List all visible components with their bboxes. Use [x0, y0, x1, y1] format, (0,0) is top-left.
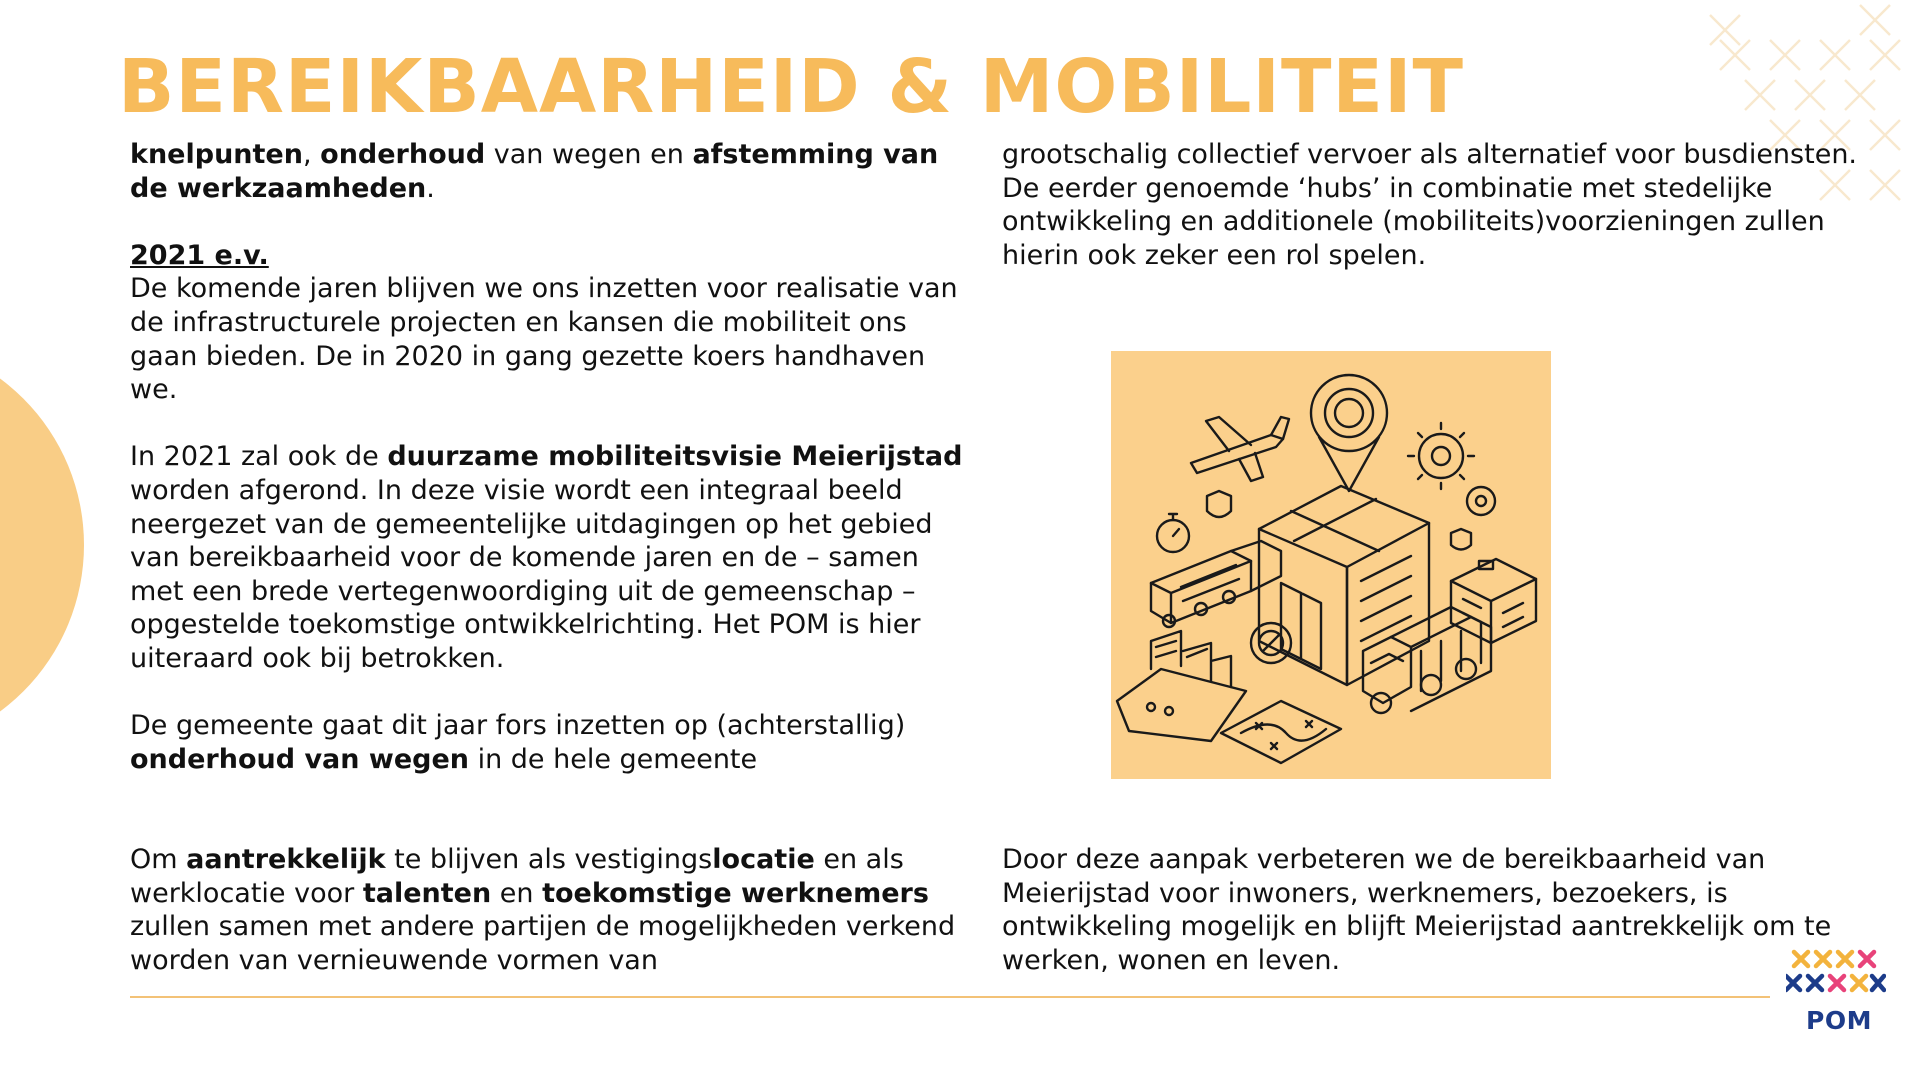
footer-divider: [130, 996, 1770, 998]
paragraph-mobiliteitsvisie: In 2021 zal ook de duurzame mobiliteitsvisie Meierijstad worden afgerond. In deze visie wordt een integraal beeld neergezet van de gemeentelijke uitdagingen op het gebied van bereikbaarheid voor de komende jaren en de – samen met een brede vertegenwoordiging uit de gemeenschap – opgestelde toekomstige ontwikkelrichting. Het POM is hier uiteraard ook bij betrokken.: [130, 441, 963, 674]
paragraph-vestigingslocatie: Om aantrekkelijk te blijven als vestigingslocatie en als werklocatie voor talenten en toekomstige werknemers zullen samen met andere partijen de mogelijkheden verkend worden van vernieuwende vormen van: [130, 844, 956, 976]
page-title: BEREIKBAARHEID & MOBILITEIT: [118, 44, 1464, 130]
decorative-half-circle: [0, 338, 84, 752]
left-column-bottom: [130, 843, 990, 977]
section-heading: 2021 e.v.: [130, 239, 269, 271]
right-column-top: [1002, 138, 1862, 272]
left-column-top: [130, 138, 970, 776]
pom-logo-mark-icon: [1786, 946, 1886, 1002]
paragraph-conclusie: Door deze aanpak verbeteren we de bereikbaarheid van Meierijstad voor inwoners, werknemers, bezoekers, is ontwikkeling mogelijk en blijft Meierijstad aantrekkelijk om te werken, wonen en leven.: [1002, 844, 1832, 976]
pom-logo-text: POM: [1806, 1006, 1872, 1035]
right-column-bottom: [1002, 843, 1862, 977]
paragraph-onderhoud: De gemeente gaat dit jaar fors inzetten op (achterstallig) onderhoud van wegen in de hele gemeente: [130, 710, 906, 775]
paragraph-collectief-vervoer: grootschalig collectief vervoer als alternatief voor busdiensten. De eerder genoemde ‘hubs’ in combinatie met stedelijke ontwikkeling en additionele (mobiliteits)voorzieningen zullen hierin ook zeker een rol spelen.: [1002, 139, 1858, 271]
intro-paragraph: knelpunten, onderhoud van wegen en afstemming van de werkzaamheden.: [130, 139, 939, 204]
pom-logo: [1786, 946, 1896, 1035]
logistics-illustration: [1111, 351, 1551, 779]
paragraph-realisatie: De komende jaren blijven we ons inzetten voor realisatie van de infrastructurele projecten en kansen die mobiliteit ons gaan bieden. De in 2020 in gang gezette koers handhaven we.: [130, 273, 958, 406]
